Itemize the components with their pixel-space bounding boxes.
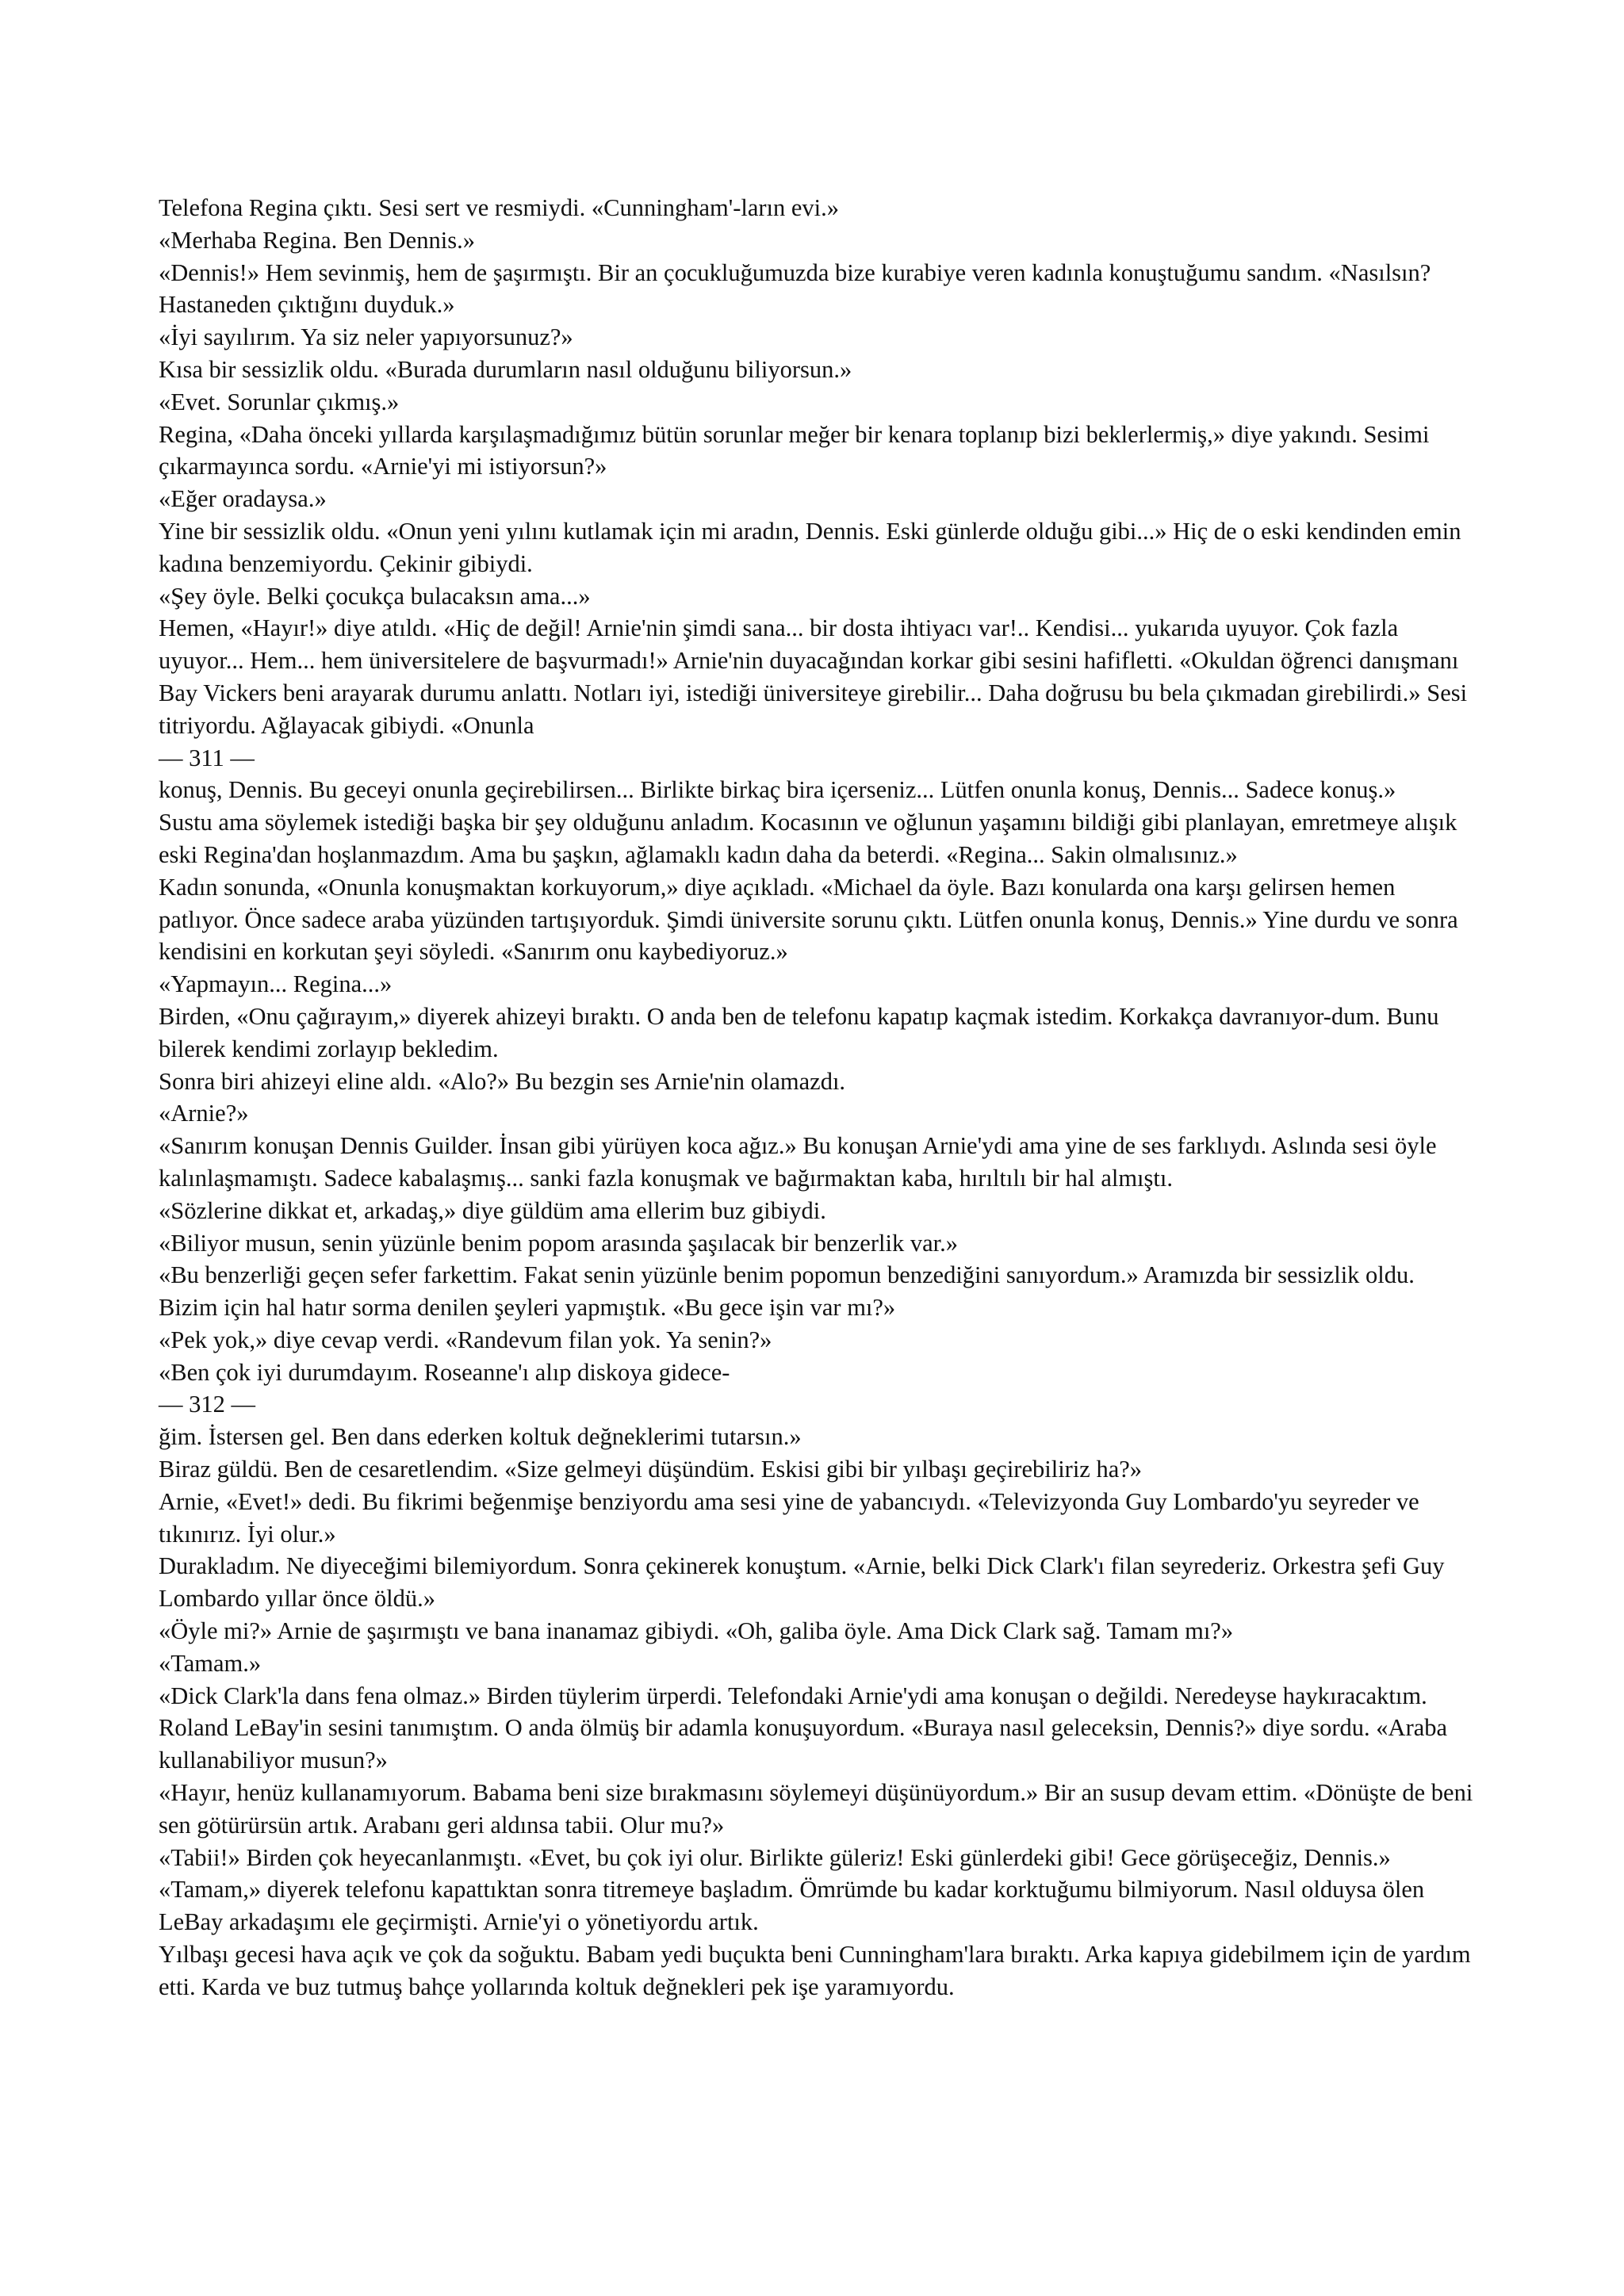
paragraph: «Evet. Sorunlar çıkmış.» <box>159 388 400 415</box>
paragraph: Durakladım. Ne diyeceğimi bilemiyordum. Sonra çekinerek konuştum. «Arnie, belki Dick Clark'ı filan seyrederiz. Orkestra şefi Guy Lombardo yıllar önce öldü.» <box>159 1552 1445 1613</box>
paragraph: Yine bir sessizlik oldu. «Onun yeni yılını kutlamak için mi aradın, Dennis. Eski günlerde olduğu gibi...» Hiç de o eski kendinden emin kadına benzemiyordu. Çekinir gibiydi. <box>159 517 1461 577</box>
paragraph: Sonra biri ahizeyi eline aldı. «Alo?» Bu bezgin ses Arnie'nin olamazdı. <box>159 1067 846 1095</box>
paragraph: Arnie, «Evet!» dedi. Bu fikrimi beğenmişe benziyordu ama sesi yine de yabancıydı. «Televizyonda Guy Lombardo'yu seyreder ve tıkınırız. İyi olur.» <box>159 1487 1419 1548</box>
paragraph: Telefona Regina çıktı. Sesi sert ve resmiydi. «Cunningham'-ların evi.» <box>159 194 840 221</box>
paragraph: «Dick Clark'la dans fena olmaz.» Birden tüylerim ürperdi. Telefondaki Arnie'ydi ama konuşan o değildi. Neredeyse haykıracaktım. Roland LeBay'in sesini tanımıştım. O anda ölmüş bir adamla konuşuyordum. «Buraya nasıl geleceksin, Dennis?» diye sordu. «Araba kullanabiliyor musun?» <box>159 1682 1448 1774</box>
paragraph: «Biliyor musun, senin yüzünle benim popom arasında şaşılacak bir benzerlik var.» <box>159 1229 958 1257</box>
paragraph: «Merhaba Regina. Ben Dennis.» <box>159 226 475 254</box>
page-number-marker: — 312 — <box>159 1391 255 1418</box>
paragraph: «Tabii!» Birden çok heyecanlanmıştı. «Evet, bu çok iyi olur. Birlikte güleriz! Eski günlerdeki gibi! Gece görüşeceğiz, Dennis.» <box>159 1843 1391 1871</box>
paragraph: «Bu benzerliği geçen sefer farkettim. Fakat senin yüzünle benim popomun benzediğini sanıyordum.» Aramızda bir sessizlik oldu. Bizim için hal hatır sorma denilen şeyleri yapmıştık. «Bu gece işin var mı?» <box>159 1261 1415 1322</box>
paragraph: «Ben çok iyi durumdayım. Roseanne'ı alıp diskoya gidece- <box>159 1358 730 1386</box>
document-page <box>159 192 1475 2003</box>
paragraph: «İyi sayılırım. Ya siz neler yapıyorsunuz?» <box>159 323 573 351</box>
paragraph: «Pek yok,» diye cevap verdi. «Randevum filan yok. Ya senin?» <box>159 1326 772 1353</box>
paragraph: Hemen, «Hayır!» diye atıldı. «Hiç de değil! Arnie'nin şimdi sana... bir dosta ihtiyacı var!.. Kendisi... yukarıda uyuyor. Çok fazla uyuyor... Hem... hem üniversitelere de başvurmadı!» Arnie'nin duyacağından korkar gibi sesini hafifletti. «Okuldan öğrenci danışmanı Bay Vickers beni arayarak durumu anlattı. Notları iyi, istediği üniversiteye girebilir... Daha doğrusu bu bela çıkmadan girebilirdi.» Sesi titriyordu. Ağlayacak gibiydi. «Onunla <box>159 614 1468 739</box>
paragraph: «Dennis!» Hem sevinmiş, hem de şaşırmıştı. Bir an çocukluğumuzda bize kurabiye veren kadınla konuştuğumu sandım. «Nasılsın? Hastaneden çıktığını duyduk.» <box>159 258 1431 319</box>
paragraph: «Sözlerine dikkat et, arkadaş,» diye güldüm ama ellerim buz gibiydi. <box>159 1196 826 1224</box>
paragraph: «Sanırım konuşan Dennis Guilder. İnsan gibi yürüyen koca ağız.» Bu konuşan Arnie'ydi ama yine de ses farklıydı. Aslında sesi öyle kalınlaşmamıştı. Sadece kabalaşmış... sanki fazla konuşmak ve bağırmaktan kaba, hırıltılı bir hal almıştı. <box>159 1132 1437 1192</box>
paragraph: «Hayır, henüz kullanamıyorum. Babama beni size bırakmasını söylemeyi düşünüyordum.» Bir an susup devam ettim. «Dönüşte de beni sen götürürsün artık. Arabanı geri aldınsa tabii. Olur mu?» <box>159 1779 1473 1839</box>
paragraph: «Tamam,» diyerek telefonu kapattıktan sonra titremeye başladım. Ömrümde bu kadar korktuğumu bilmiyorum. Nasıl olduysa ölen LeBay arkadaşımı ele geçirmişti. Arnie'yi o yönetiyordu artık. <box>159 1876 1425 1936</box>
paragraph: Yılbaşı gecesi hava açık ve çok da soğuktu. Babam yedi buçukta beni Cunningham'lara bıraktı. Arka kapıya gidebilmem için de yardım etti. Karda ve buz tutmuş bahçe yollarında koltuk değnekleri pek işe yaramıyordu. <box>159 1941 1471 2000</box>
paragraph: «Tamam.» <box>159 1649 262 1677</box>
page-number-marker: — 311 — <box>159 744 255 771</box>
paragraph: «Arnie?» <box>159 1100 249 1127</box>
paragraph: «Eğer oradaysa.» <box>159 485 327 513</box>
paragraph: ğim. İstersen gel. Ben dans ederken koltuk değneklerimi tutarsın.» <box>159 1423 802 1451</box>
paragraph: konuş, Dennis. Bu geceyi onunla geçirebilirsen... Birlikte birkaç bira içerseniz... Lütfen onunla konuş, Dennis... Sadece konuş.» <box>159 776 1396 804</box>
paragraph: Sustu ama söylemek istediği başka bir şey olduğunu anladım. Kocasının ve oğlunun yaşamını bildiği gibi planlayan, emretmeye alışık eski Regina'dan hoşlanmazdım. Ama bu şaşkın, ağlamaklı kadın daha da beterdi. «Regina... Sakin olmalısınız.» <box>159 809 1457 868</box>
paragraph: Birden, «Onu çağırayım,» diyerek ahizeyi bıraktı. O anda ben de telefonu kapatıp kaçmak istedim. Korkakça davranıyor-dum. Bunu bilerek kendimi zorlayıp bekledim. <box>159 1002 1439 1062</box>
paragraph: Regina, «Daha önceki yıllarda karşılaşmadığımız bütün sorunlar meğer bir kenara toplanıp bizi beklerlermiş,» diye yakındı. Sesimi çıkarmayınca sordu. «Arnie'yi mi istiyorsun?» <box>159 420 1430 480</box>
paragraph: «Yapmayın... Regina...» <box>159 970 393 998</box>
paragraph: Kadın sonunda, «Onunla konuşmaktan korkuyorum,» diye açıkladı. «Michael da öyle. Bazı konularda ona karşı gelirsen hemen patlıyor. Önce sadece araba yüzünden tartışıyorduk. Şimdi üniversite sorunu çıktı. Lütfen onunla konuş, Dennis.» Yine durdu ve sonra kendisini en korkutan şeyi söyledi. «Sanırım onu kaybediyoruz.» <box>159 873 1458 966</box>
paragraph: Kısa bir sessizlik oldu. «Burada durumların nasıl olduğunu biliyorsun.» <box>159 355 852 383</box>
paragraph: Biraz güldü. Ben de cesaretlendim. «Size gelmeyi düşündüm. Eskisi gibi bir yılbaşı geçirebiliriz ha?» <box>159 1456 1143 1483</box>
paragraph: «Öyle mi?» Arnie de şaşırmıştı ve bana inanamaz gibiydi. «Oh, galiba öyle. Ama Dick Clark sağ. Tamam mı?» <box>159 1617 1234 1645</box>
paragraph: «Şey öyle. Belki çocukça bulacaksın ama...» <box>159 582 591 610</box>
